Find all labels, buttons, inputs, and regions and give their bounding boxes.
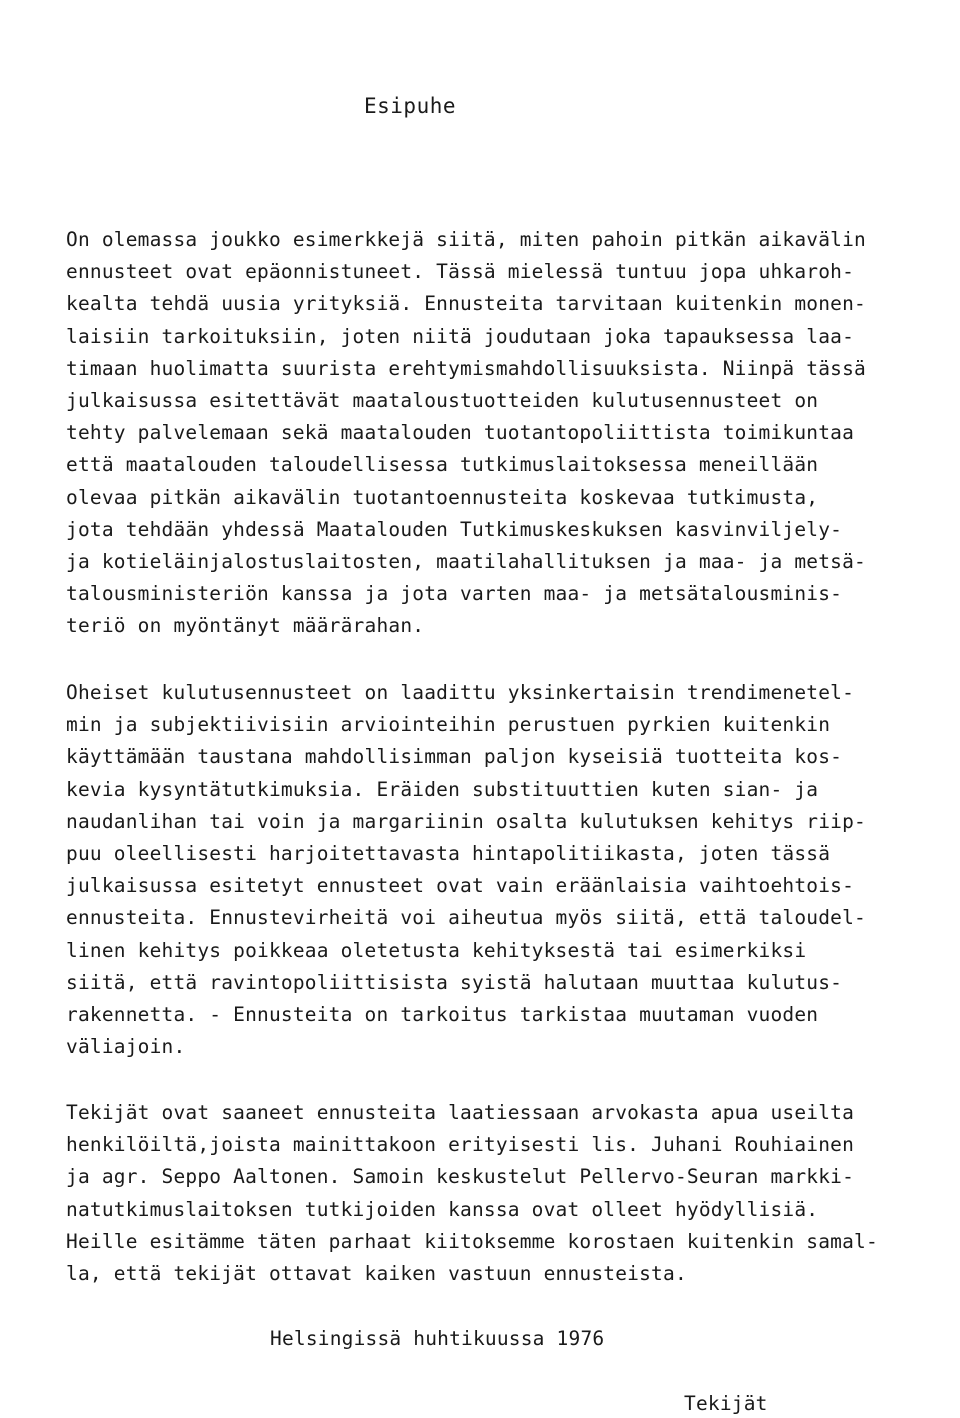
paragraph-line: tehty palvelemaan sekä maatalouden tuotantopoliittista toimikuntaa [66, 421, 855, 445]
paragraph-line: jota tehdään yhdessä Maatalouden Tutkimuskeskuksen kasvinviljely- [66, 517, 843, 541]
paragraph-line: ja kotieläinjalostuslaitosten, maatilahallituksen ja maa- ja metsä- [66, 549, 866, 573]
paragraph-line: naudanlihan tai voin ja margariinin osalta kulutuksen kehitys riip- [66, 809, 866, 833]
paragraph-2 [66, 677, 946, 1063]
place-and-date: Helsingissä huhtikuussa 1976 [270, 1327, 605, 1350]
paragraph-line: käyttämään taustana mahdollisimman paljon kyseisiä tuotteita kos- [66, 745, 843, 769]
paragraph-line: Heille esitämme täten parhaat kiitoksemme korostaen kuitenkin samal- [66, 1229, 878, 1253]
paragraph-line: timaan huolimatta suurista erehtymismahdollisuuksista. Niinpä tässä [66, 356, 866, 380]
paragraph-line: henkilöiltä,joista mainittakoon erityisesti lis. Juhani Rouhiainen [66, 1133, 855, 1157]
paragraph-line: julkaisussa esitettävät maataloustuotteiden kulutusennusteet on [66, 388, 819, 412]
page-title: Esipuhe [364, 94, 457, 118]
paragraph-line: On olemassa joukko esimerkkejä siitä, miten pahoin pitkän aikavälin [66, 228, 866, 251]
paragraph-line: olevaa pitkän aikavälin tuotantoennusteita koskevaa tutkimusta, [66, 485, 819, 509]
paragraph-line: la, että tekijät ottavat kaiken vastuun ennusteista. [66, 1261, 687, 1285]
paragraph-line: väliajoin. [66, 1035, 186, 1059]
paragraph-line: puu oleellisesti harjoitettavasta hintapolitiikasta, joten tässä [66, 841, 831, 865]
paragraph-line: natutkimuslaitoksen tutkijoiden kanssa ovat olleet hyödyllisiä. [66, 1197, 819, 1221]
paragraph-line: rakennetta. - Ennusteita on tarkoitus tarkistaa muutaman vuoden [66, 1002, 819, 1026]
paragraph-3 [66, 1097, 946, 1290]
paragraph-line: ja agr. Seppo Aaltonen. Samoin keskustelut Pellervo-Seuran markki- [66, 1165, 855, 1189]
paragraph-line: Oheiset kulutusennusteet on laadittu yksinkertaisin trendimenetel- [66, 681, 855, 704]
paragraph-1 [66, 224, 946, 642]
paragraph-line: ennusteita. Ennustevirheitä voi aiheutua myös siitä, että taloudel- [66, 906, 866, 930]
paragraph-line: Tekijät ovat saaneet ennusteita laatiessaan arvokasta apua useilta [66, 1101, 855, 1124]
paragraph-line: linen kehitys poikkeaa oletetusta kehityksestä tai esimerkiksi [66, 938, 807, 962]
paragraph-line: min ja subjektiivisiin arviointeihin perustuen pyrkien kuitenkin [66, 713, 831, 737]
paragraph-line: kevia kysyntätutkimuksia. Eräiden substituuttien kuten sian- ja [66, 777, 819, 801]
paragraph-line: että maatalouden taloudellisessa tutkimuslaitoksessa meneillään [66, 453, 819, 477]
paragraph-line: kealta tehdä uusia yrityksiä. Ennusteita tarvitaan kuitenkin monen- [66, 292, 866, 316]
paragraph-line: laisiin tarkoituksiin, joten niitä joudutaan joka tapauksessa laa- [66, 324, 855, 348]
paragraph-line: talousministeriön kanssa ja jota varten maa- ja metsätalousminis- [66, 582, 843, 606]
paragraph-line: julkaisussa esitetyt ennusteet ovat vain eräänlaisia vaihtoehtois- [66, 874, 855, 898]
paragraph-line: ennusteet ovat epäonnistuneet. Tässä mielessä tuntuu jopa uhkaroh- [66, 260, 855, 284]
paragraph-line: teriö on myöntänyt määrärahan. [66, 614, 425, 638]
signature: Tekijät [684, 1392, 768, 1415]
paragraph-line: siitä, että ravintopoliittisista syistä halutaan muuttaa kulutus- [66, 970, 843, 994]
